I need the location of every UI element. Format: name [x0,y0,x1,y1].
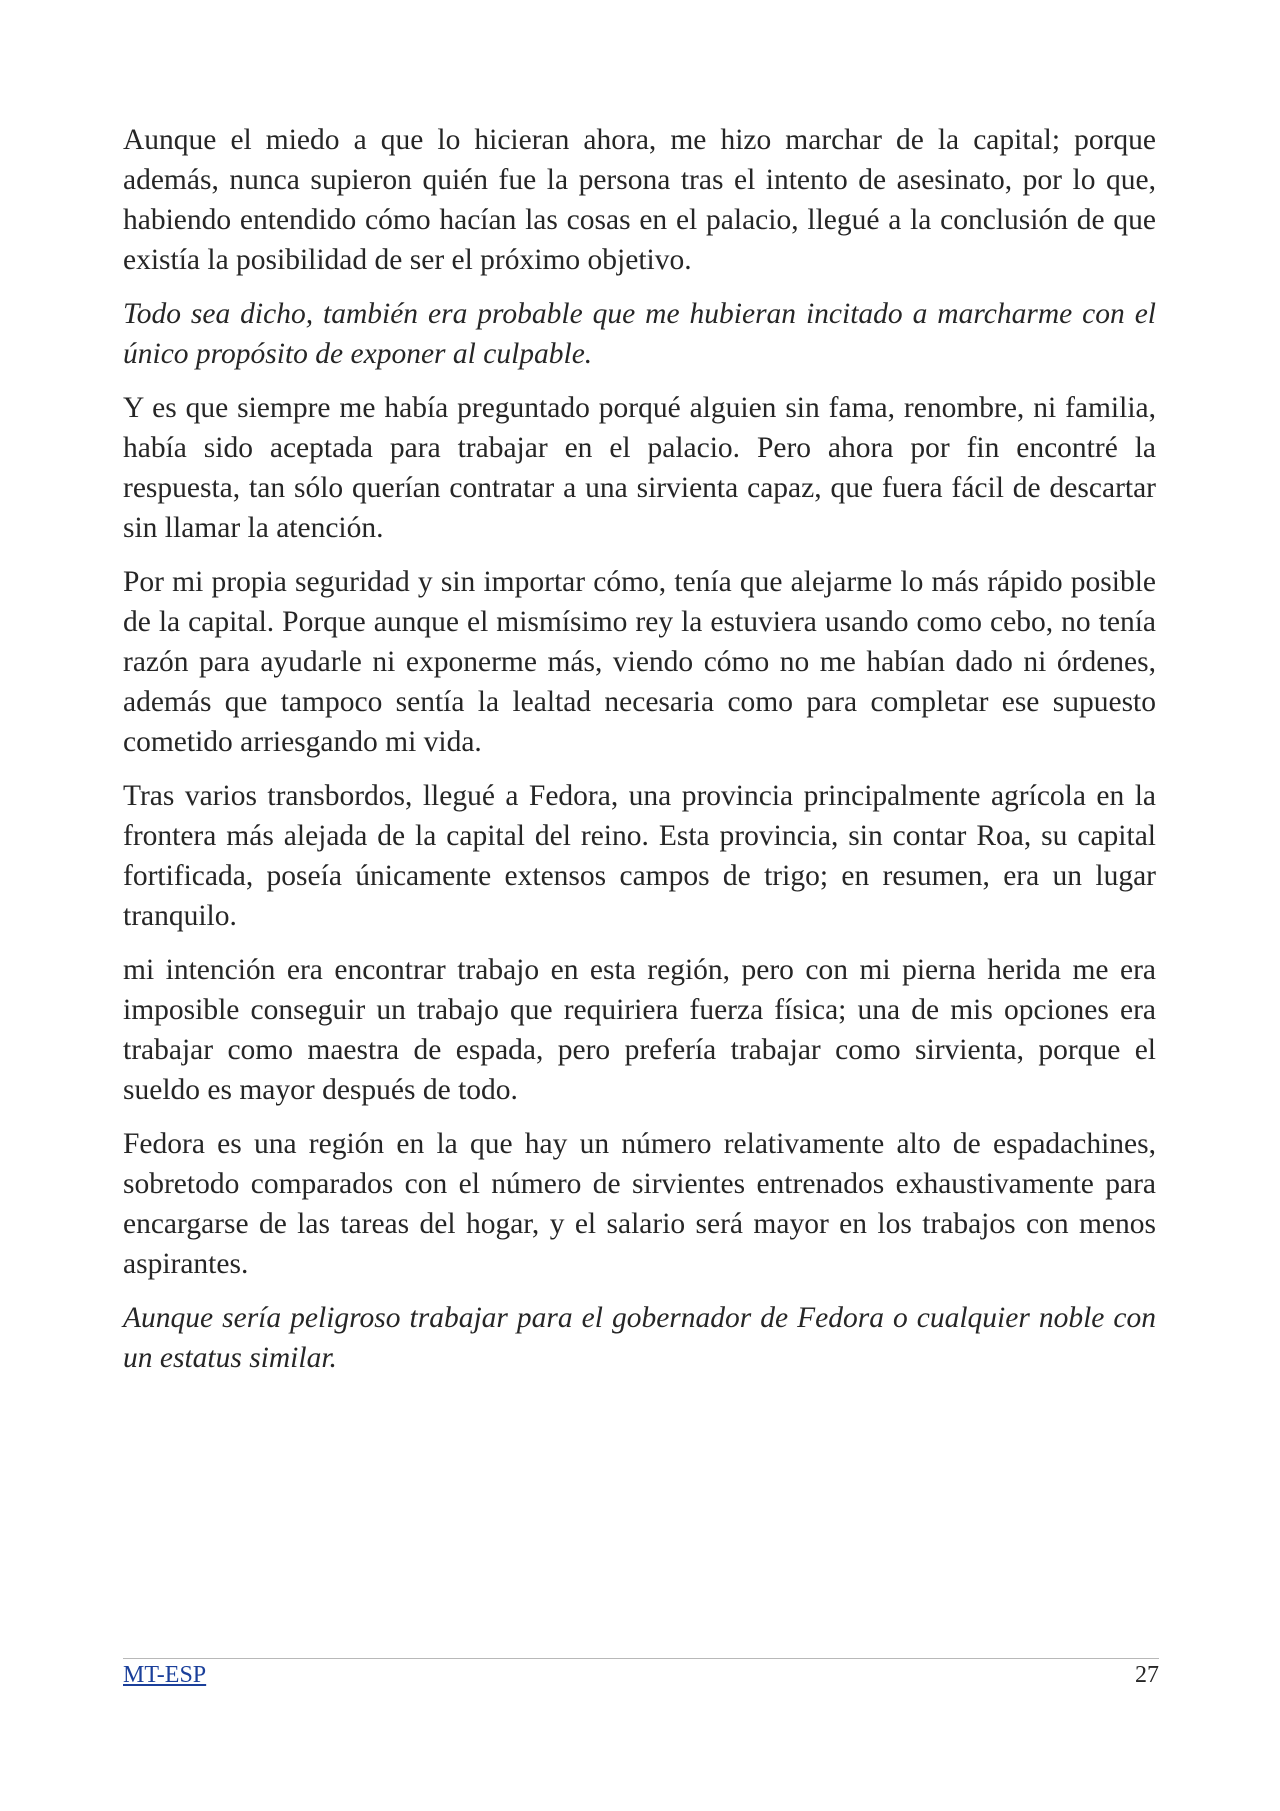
paragraph-4: Por mi propia seguridad y sin importar cómo, tenía que alejarme lo más rápido posible de la capital. Porque aunque el mismísimo rey la estuviera usando como cebo, no tenía razón para ayudarle ni exponerme más, viendo cómo no me habían dado ni órdenes, además que tampoco sentía la lealtad necesaria como para completar ese supuesto cometido arriesgando mi vida. [123,566,1156,758]
paragraph-2: Todo sea dicho, también era probable que me hubieran incitado a marcharme con el único propósito de exponer al culpable. [123,298,1156,370]
footer-divider [123,1658,1159,1659]
footer-link[interactable]: MT-ESP [123,1662,207,1688]
paragraph-3: Y es que siempre me había preguntado porqué alguien sin fama, renombre, ni familia, había sido aceptada para trabajar en el palacio. Pero ahora por fin encontré la respuesta, tan sólo querían contratar a una sirvienta capaz, que fuera fácil de descartar sin llamar la atención. [123,392,1156,544]
paragraph-6: mi intención era encontrar trabajo en esta región, pero con mi pierna herida me era imposible conseguir un trabajo que requiriera fuerza física; una de mis opciones era trabajar como maestra de espada, pero prefería trabajar como sirvienta, porque el sueldo es mayor después de todo. [123,954,1156,1106]
page-number: 27 [1135,1662,1159,1688]
paragraph-1: Aunque el miedo a que lo hicieran ahora, me hizo marchar de la capital; porque además, nunca supieron quién fue la persona tras el intento de asesinato, por lo que, habiendo entendido cómo hacían las cosas en el palacio, llegué a la conclusión de que existía la posibilidad de ser el próximo objetivo. [123,124,1156,276]
paragraph-8: Aunque sería peligroso trabajar para el gobernador de Fedora o cualquier noble con un estatus similar. [123,1302,1156,1374]
body-text [123,120,1156,1392]
paragraph-5: Tras varios transbordos, llegué a Fedora, una provincia principalmente agrícola en la frontera más alejada de la capital del reino. Esta provincia, sin contar Roa, su capital fortificada, poseía únicamente extensos campos de trigo; en resumen, era un lugar tranquilo. [123,780,1156,932]
paragraph-7: Fedora es una región en la que hay un número relativamente alto de espadachines, sobretodo comparados con el número de sirvientes entrenados exhaustivamente para encargarse de las tareas del hogar, y el salario será mayor en los trabajos con menos aspirantes. [123,1128,1156,1280]
